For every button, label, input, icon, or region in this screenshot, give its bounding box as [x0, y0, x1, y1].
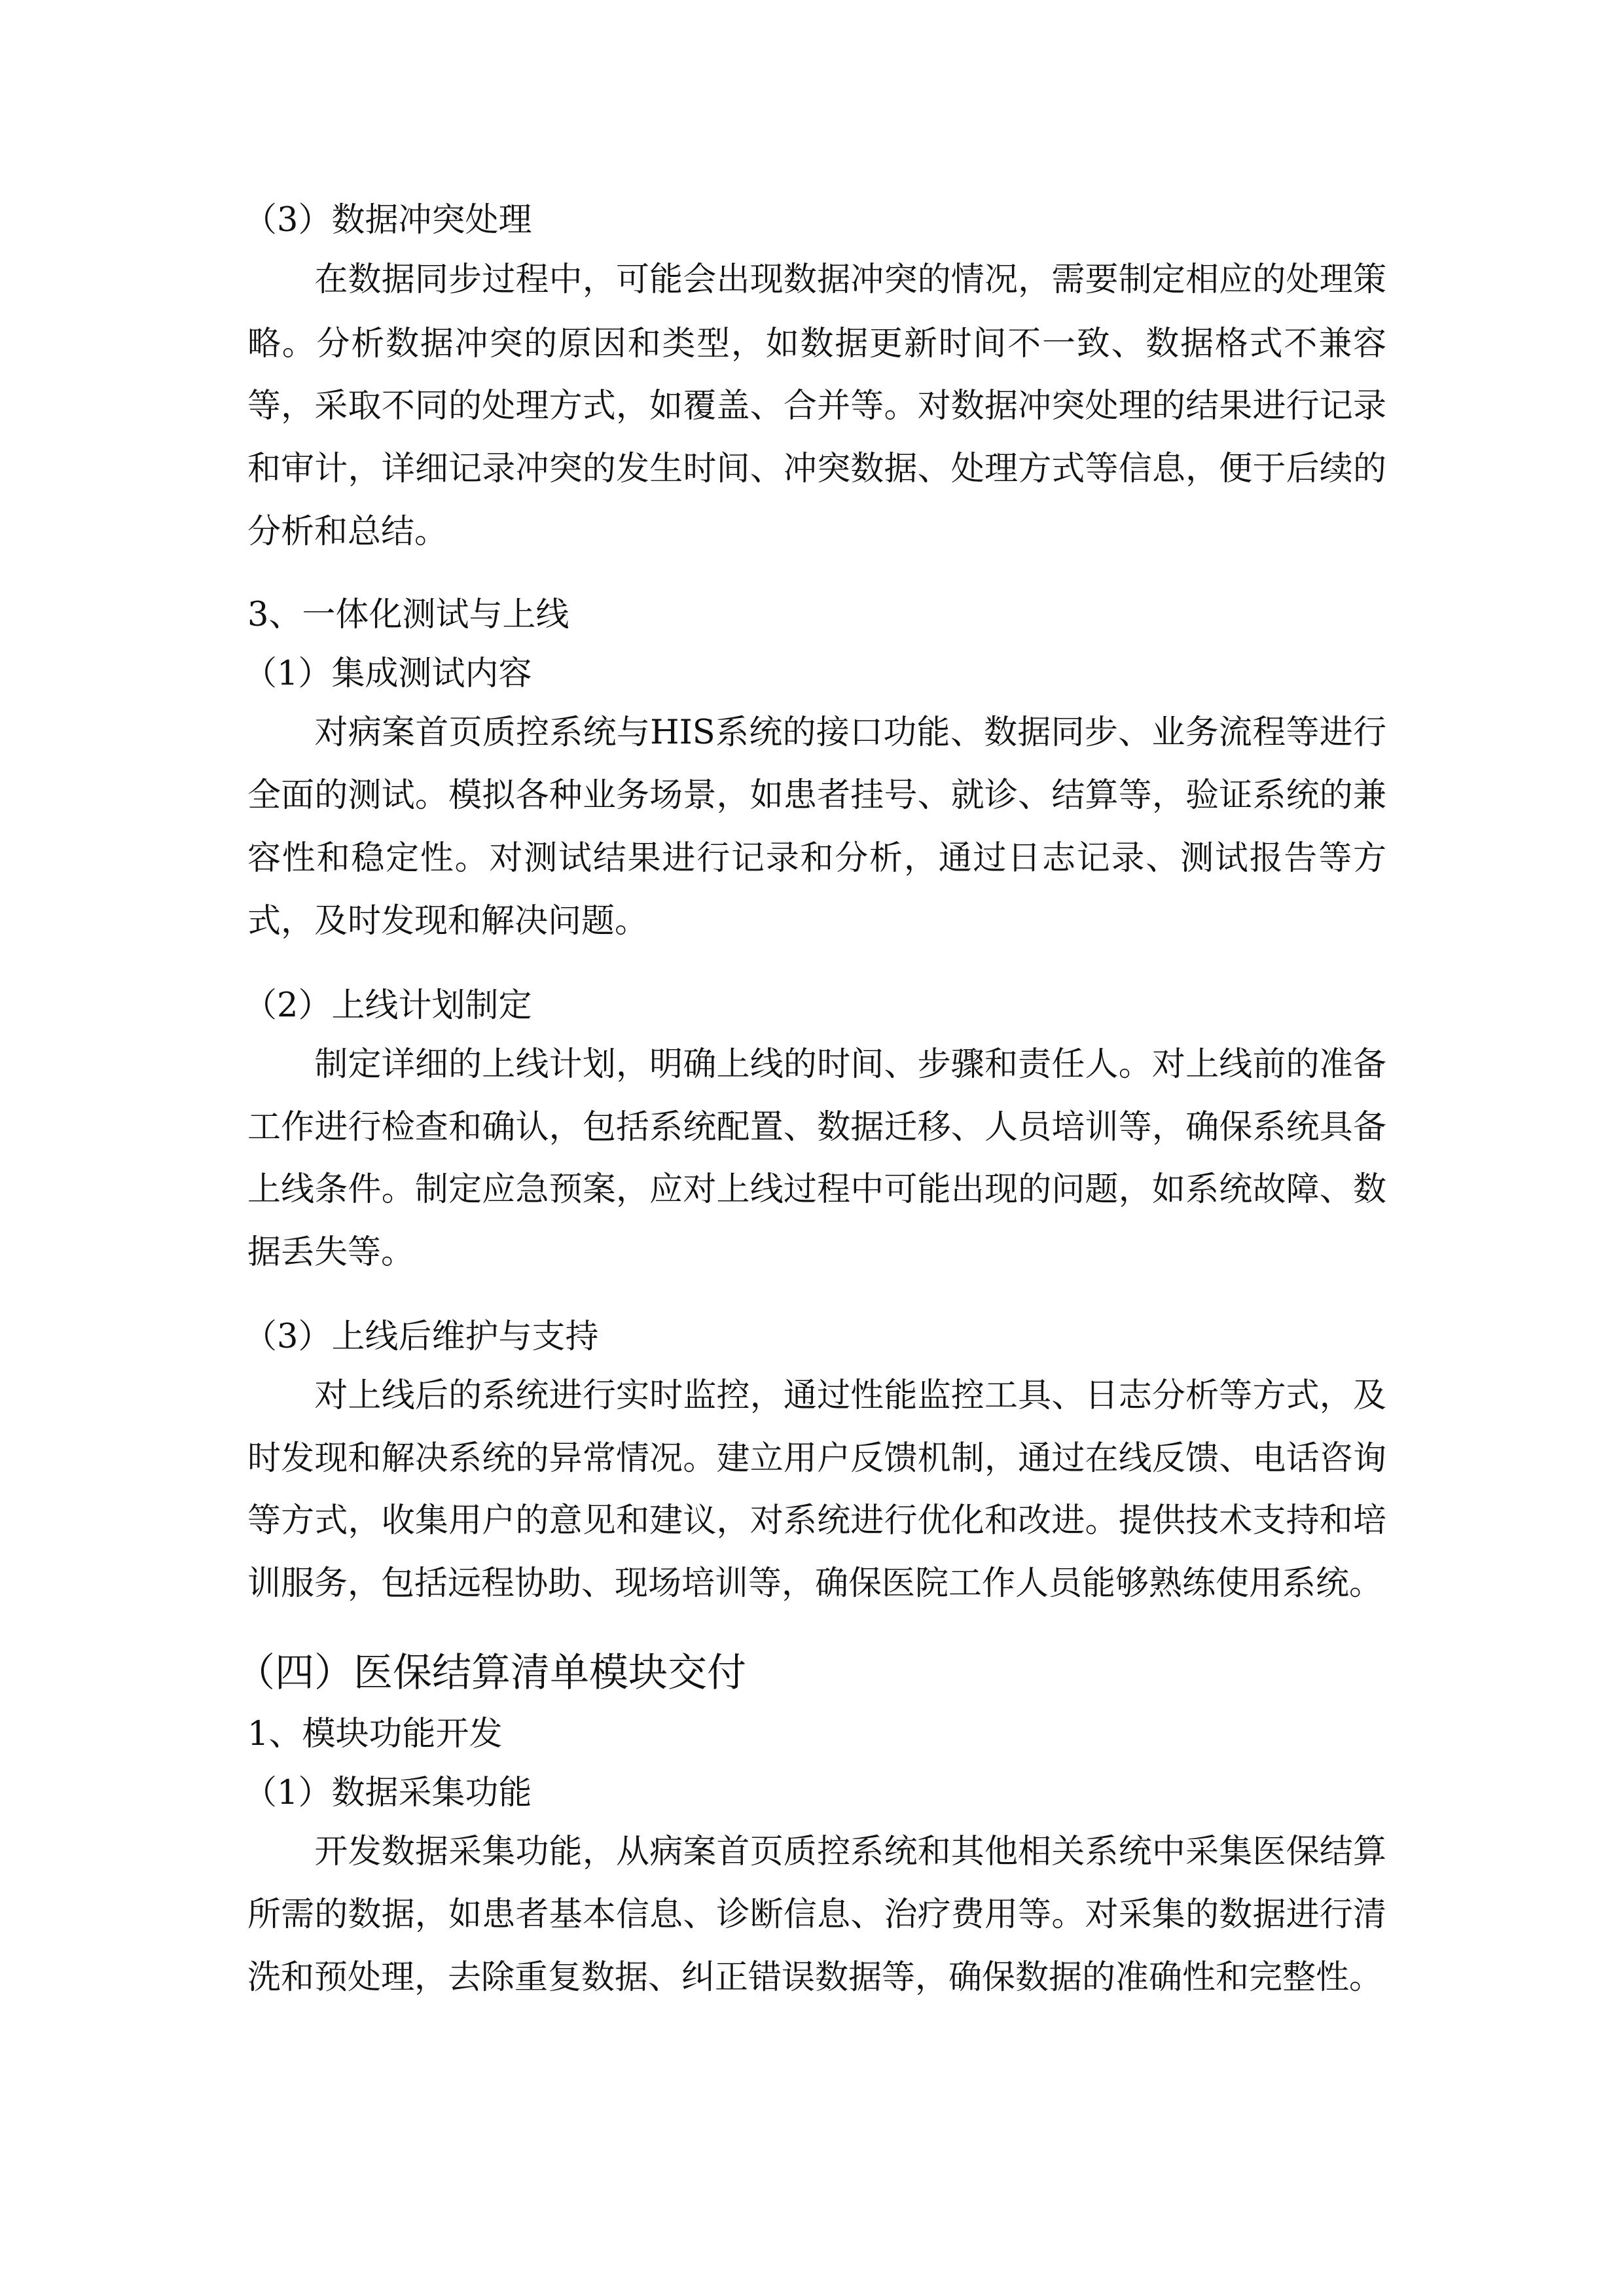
- subsection-heading: 1、模块功能开发: [247, 1715, 503, 1753]
- paragraph-line: 和审计，详细记录冲突的发生时间、冲突数据、处理方式等信息，便于后续的: [247, 450, 1386, 488]
- subsection-heading: 3、一体化测试与上线: [247, 596, 569, 634]
- paragraph-line: 在数据同步过程中，可能会出现数据冲突的情况，需要制定相应的处理策: [247, 260, 1386, 299]
- paragraph-line: 据丢失等。: [247, 1233, 415, 1272]
- paragraph-line: 分析和总结。: [247, 512, 448, 551]
- paragraph-line: 容性和稳定性。对测试结果进行记录和分析，通过日志记录、测试报告等方: [247, 839, 1386, 878]
- paragraph-line: 洗和预处理，去除重复数据、纠正错误数据等，确保数据的准确性和完整性。: [247, 1958, 1383, 1997]
- paragraph-line: 等方式，收集用户的意见和建议，对系统进行优化和改进。提供技术支持和培: [247, 1501, 1386, 1540]
- section-heading: （四）医保结算清单模块交付: [236, 1650, 746, 1696]
- paragraph-line: 等，采取不同的处理方式，如覆盖、合并等。对数据冲突处理的结果进行记录: [247, 387, 1386, 425]
- paragraph-line: 开发数据采集功能，从病案首页质控系统和其他相关系统中采集医保结算: [247, 1833, 1386, 1871]
- paragraph-line: 制定详细的上线计划，明确上线的时间、步骤和责任人。对上线前的准备: [247, 1045, 1386, 1084]
- paragraph-line: 对病案首页质控系统与HIS系统的接口功能、数据同步、业务流程等进行: [247, 713, 1386, 752]
- paragraph-line: 时发现和解决系统的异常情况。建立用户反馈机制，通过在线反馈、电话咨询: [247, 1439, 1386, 1478]
- paragraph-line: 工作进行检查和确认，包括系统配置、数据迁移、人员培训等，确保系统具备: [247, 1108, 1386, 1147]
- item-heading: （1）集成测试内容: [244, 655, 532, 693]
- item-heading: （3）上线后维护与支持: [244, 1318, 599, 1356]
- item-heading: （2）上线计划制定: [244, 986, 532, 1025]
- paragraph-line: 全面的测试。模拟各种业务场景，如患者挂号、就诊、结算等，验证系统的兼: [247, 776, 1386, 815]
- paragraph-line: 略。分析数据冲突的原因和类型，如数据更新时间不一致、数据格式不兼容: [247, 325, 1386, 363]
- paragraph-line: 对上线后的系统进行实时监控，通过性能监控工具、日志分析等方式，及: [247, 1376, 1386, 1415]
- paragraph-line: 式，及时发现和解决问题。: [247, 902, 649, 941]
- item-heading: （3）数据冲突处理: [244, 201, 532, 240]
- paragraph-line: 上线条件。制定应急预案，应对上线过程中可能出现的问题，如系统故障、数: [247, 1170, 1386, 1209]
- paragraph-line: 训服务，包括远程协助、现场培训等，确保医院工作人员能够熟练使用系统。: [247, 1564, 1383, 1603]
- paragraph-line: 所需的数据，如患者基本信息、诊断信息、治疗费用等。对采集的数据进行清: [247, 1895, 1386, 1934]
- item-heading: （1）数据采集功能: [244, 1774, 532, 1812]
